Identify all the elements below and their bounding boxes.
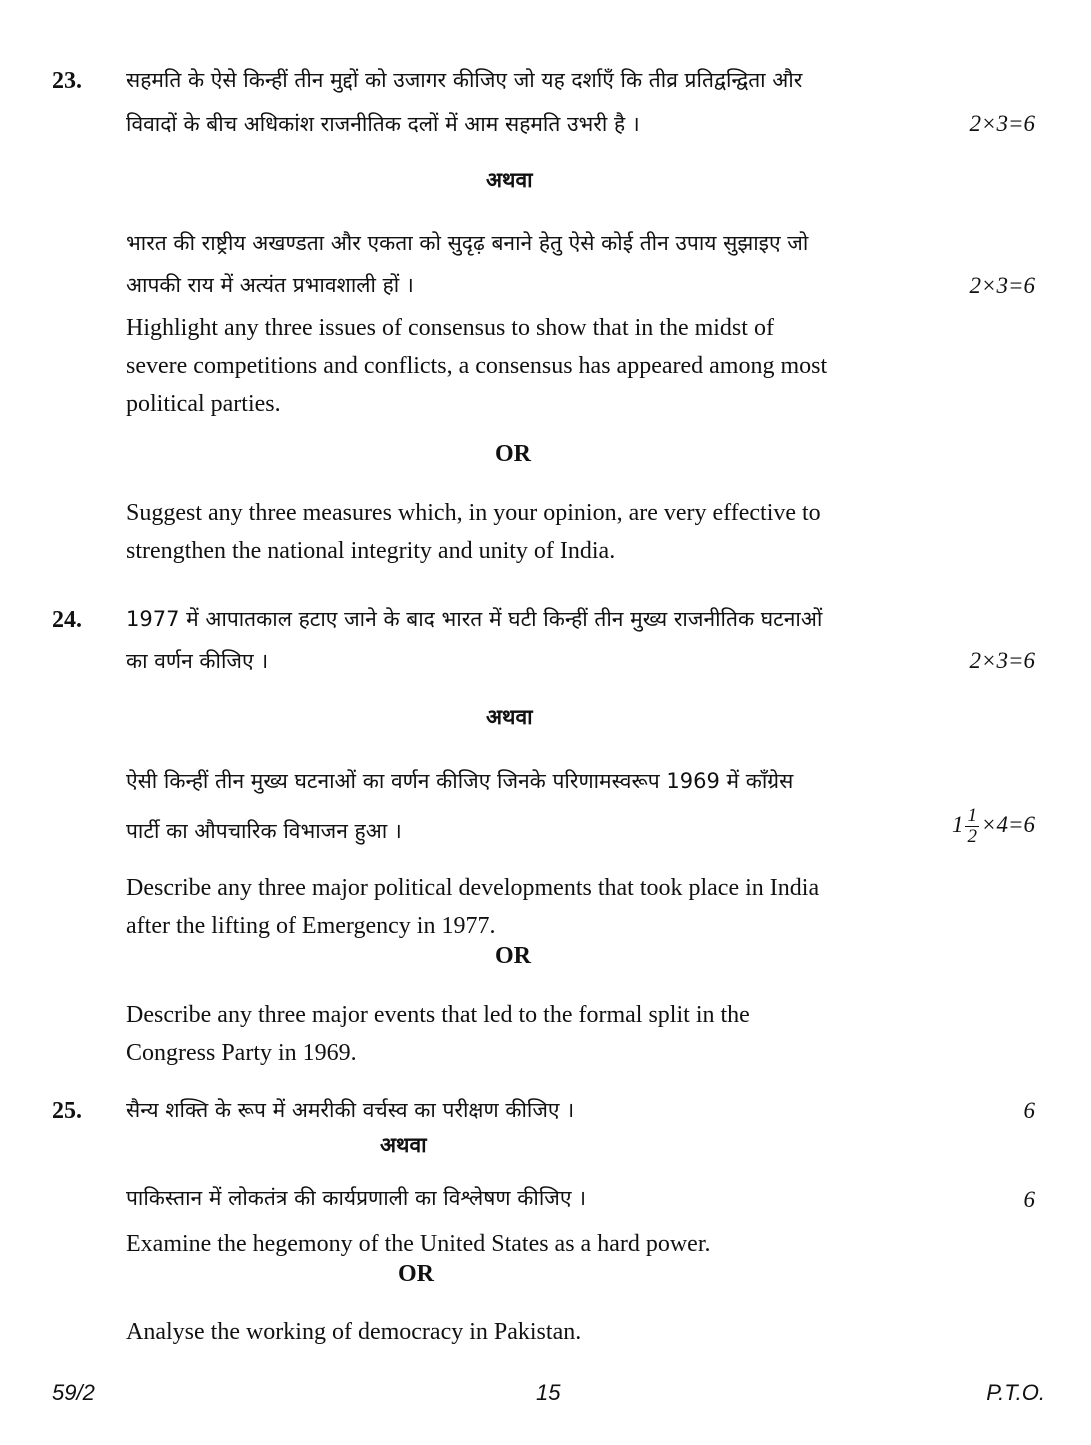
alternative-text-english: Describe any three major events that led to the formal split in the	[126, 1002, 750, 1028]
or-divider-hindi: अथवा	[486, 705, 533, 729]
question-text-english: Highlight any three issues of consensus to show that in the midst of	[126, 315, 774, 341]
marks-label: 2×3=6	[969, 111, 1035, 136]
alternative-text-hindi: पाकिस्तान में लोकतंत्र की कार्यप्रणाली का विश्लेषण कीजिए ।	[126, 1186, 587, 1210]
paper-code: 59/2	[52, 1380, 95, 1405]
question-text-english: Examine the hegemony of the United States as a hard power.	[126, 1231, 711, 1257]
question-text-hindi: सैन्य शक्ति के रूप में अमरीकी वर्चस्व का परीक्षण कीजिए ।	[126, 1098, 575, 1122]
alternative-text-hindi: आपकी राय में अत्यंत प्रभावशाली हों ।	[126, 273, 414, 297]
fraction-numerator: 1	[967, 805, 977, 826]
question-text-english: after the lifting of Emergency in 1977.	[126, 913, 496, 939]
alternative-text-english: Congress Party in 1969.	[126, 1040, 357, 1066]
question-text-english: political parties.	[126, 391, 281, 417]
alternative-text-hindi: पार्टी का औपचारिक विभाजन हुआ ।	[126, 819, 402, 843]
question-text-english: Describe any three major political developments that took place in India	[126, 875, 820, 901]
marks-label: 6	[1023, 1098, 1035, 1123]
question-text-hindi: विवादों के बीच अधिकांश राजनीतिक दलों में आम सहमति उभरी है ।	[126, 112, 640, 136]
alternative-text-english: Suggest any three measures which, in your opinion, are very effective to	[126, 500, 821, 526]
alternative-text-hindi: भारत की राष्ट्रीय अखण्डता और एकता को सुदृढ़ बनाने हेतु ऐसे कोई तीन उपाय सुझाइए जो	[126, 231, 809, 255]
marks-label: 2×3=6	[969, 648, 1035, 673]
question-number: 25.	[52, 1098, 82, 1124]
fraction-denominator: 2	[967, 826, 977, 847]
marks-whole: 1	[951, 811, 964, 837]
marks-label: 2×3=6	[969, 273, 1035, 298]
pto-label: P.T.O.	[986, 1380, 1045, 1405]
alternative-text-english: Analyse the working of democracy in Pakistan.	[126, 1319, 582, 1345]
page-number: 15	[536, 1380, 561, 1405]
question-text-hindi: 1977 में आपातकाल हटाए जाने के बाद भारत में घटी किन्हीं तीन मुख्य राजनीतिक घटनाओं	[126, 607, 823, 631]
question-number: 23.	[52, 68, 82, 94]
or-divider: OR	[495, 441, 531, 467]
question-number: 24.	[52, 607, 82, 633]
question-text-english: severe competitions and conflicts, a consensus has appeared among most	[126, 353, 828, 379]
question-text-hindi: सहमति के ऐसे किन्हीं तीन मुद्दों को उजागर कीजिए जो यह दर्शाएँ कि तीव्र प्रतिद्वन्द्विता और	[126, 68, 803, 92]
marks-label: 6	[1023, 1187, 1035, 1212]
or-divider-hindi: अथवा	[380, 1133, 427, 1157]
alternative-text-english: strengthen the national integrity and unity of India.	[126, 538, 616, 564]
marks-fraction	[965, 806, 979, 847]
or-divider: OR	[495, 943, 531, 969]
or-divider: OR	[398, 1261, 434, 1287]
question-text-hindi: का वर्णन कीजिए ।	[126, 649, 269, 673]
marks-label	[952, 806, 1035, 847]
marks-multiplier: ×4=6	[980, 811, 1035, 837]
alternative-text-hindi: ऐसी किन्हीं तीन मुख्य घटनाओं का वर्णन कीजिए जिनके परिणामस्वरूप 1969 में काँग्रेस	[126, 769, 794, 793]
or-divider-hindi: अथवा	[486, 168, 533, 192]
